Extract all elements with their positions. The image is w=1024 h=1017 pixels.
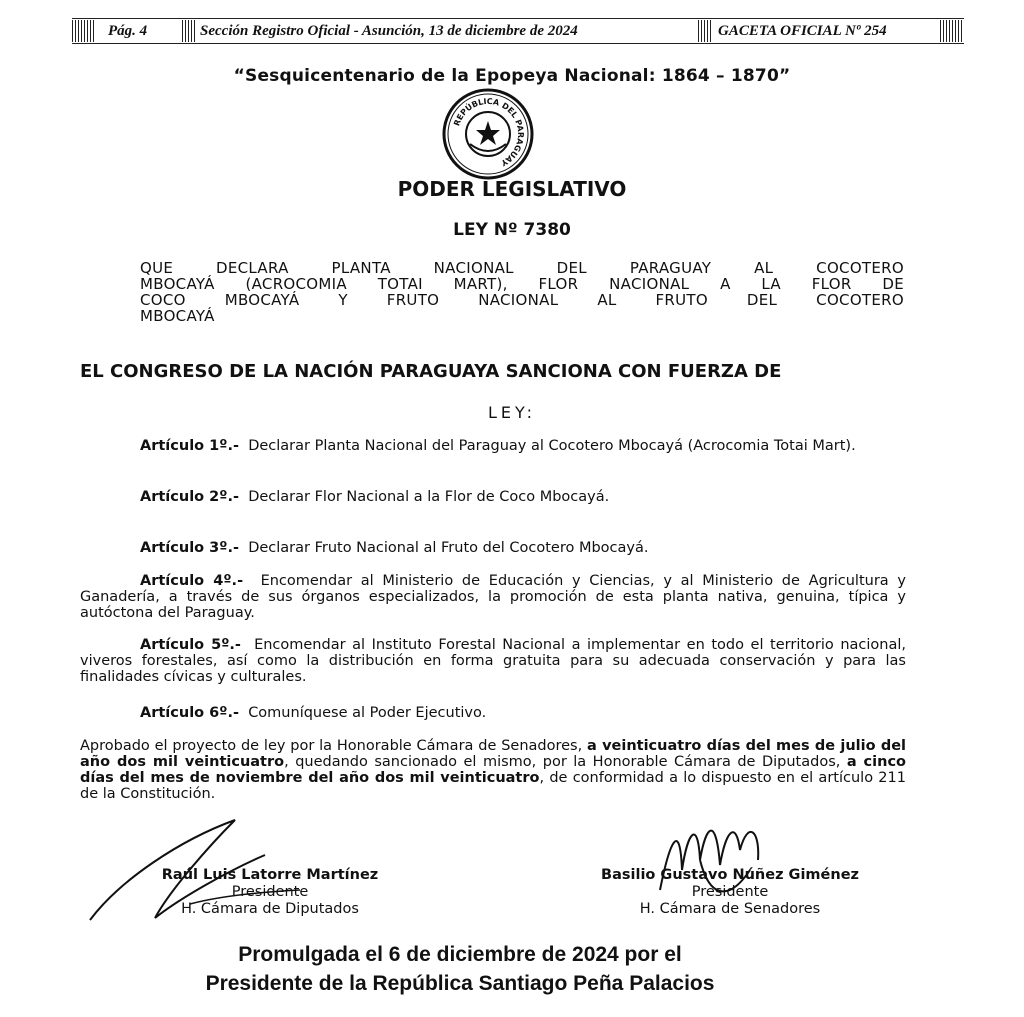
page-number: Pág. 4: [108, 23, 148, 39]
seal-text: REPÚBLICA DEL PARAGUAY: [452, 96, 526, 168]
law-title: [140, 260, 904, 324]
article-text: Declarar Fruto Nacional al Fruto del Cocotero Mbocayá.: [248, 540, 649, 556]
section-date: Sección Registro Oficial - Asunción, 13 de diciembre de 2024: [200, 23, 578, 39]
law-title-line: QUE DECLARA PLANTA NACIONAL DEL PARAGUAY AL COCOTERO: [140, 259, 904, 277]
approval-date-senate: a veinticuatro días del mes de julio del año dos mil veinticuatro: [80, 738, 907, 770]
article-2: [80, 489, 906, 505]
approval-text: Aprobado el proyecto de ley por la Honorable Cámara de Senadores,: [80, 738, 588, 754]
article-label: Artículo 4º.-: [140, 573, 244, 589]
article-text: Encomendar al Ministerio de Educación y Ciencias, y al Ministerio de Agricultura y Ganadería, a través de sus órganos especializados, la promoción de esta planta nativa, genuina, típica y autóctona del Paraguay.: [80, 573, 906, 621]
ley-heading: LEY:: [487, 403, 537, 422]
header-hatch: [182, 20, 196, 42]
header-hatch: [698, 20, 712, 42]
gazette-header-bar: [72, 18, 964, 44]
signatory-deputies: [130, 867, 410, 918]
signatory-chamber: H. Cámara de Diputados: [181, 901, 359, 917]
law-number: LEY Nº 7380: [453, 220, 571, 240]
signatory-role: Presidente: [231, 884, 309, 900]
promulgation-line: Promulgada el 6 de diciembre de 2024 por el: [238, 943, 682, 966]
approval-text: , quedando sancionado el mismo, por la Honorable Cámara de Diputados,: [284, 754, 847, 770]
article-label: Artículo 1º.-: [140, 438, 239, 454]
article-1: [80, 438, 906, 454]
article-label: Artículo 2º.-: [140, 489, 239, 505]
approval-text: , de conformidad a lo dispuesto en el artículo 211 de la Constitución.: [80, 770, 906, 802]
article-text: Declarar Planta Nacional del Paraguay al Cocotero Mbocayá (Acrocomia Totai Mart).: [248, 438, 856, 454]
article-5: [80, 637, 906, 685]
enacting-clause: EL CONGRESO DE LA NACIÓN PARAGUAYA SANCIONA CON FUERZA DE: [80, 361, 782, 382]
article-text: Comuníquese al Poder Ejecutivo.: [248, 705, 487, 721]
article-text: Encomendar al Instituto Forestal Nacional a implementar en todo el territorio nacional, viveros forestales, así como la distribución en forma gratuita para su adecuada conservación y para las finalidades cívicas y culturales.: [80, 637, 907, 685]
gazette-number: GACETA OFICIAL Nº 254: [718, 23, 887, 39]
article-label: Artículo 6º.-: [140, 705, 239, 721]
national-seal-icon: [440, 86, 536, 182]
signatory-name: Basilio Gustavo Núñez Giménez: [601, 867, 859, 883]
law-title-line: COCO MBOCAYÁ Y FRUTO NACIONAL AL FRUTO DEL COCOTERO: [140, 291, 904, 309]
header-hatch-left: [72, 20, 96, 42]
motto-banner: “Sesquicentenario de la Epopeya Nacional: 1864 – 1870”: [233, 66, 791, 86]
approval-paragraph: [80, 738, 906, 802]
branch-title: PODER LEGISLATIVO: [397, 177, 627, 201]
signatory-senate: [570, 867, 890, 918]
law-title-line: MBOCAYÁ: [140, 307, 215, 325]
article-4: [80, 573, 906, 621]
law-title-line: MBOCAYÁ (ACROCOMIA TOTAI MART), FLOR NACIONAL A LA FLOR DE: [140, 275, 904, 293]
article-label: Artículo 5º.-: [140, 637, 241, 653]
article-label: Artículo 3º.-: [140, 540, 239, 556]
promulgation-note: [0, 940, 920, 998]
article-text: Declarar Flor Nacional a la Flor de Coco Mbocayá.: [248, 489, 610, 505]
article-6: [80, 705, 906, 721]
article-3: [80, 540, 906, 556]
approval-date-deputies: a cinco días del mes de noviembre del año dos mil veinticuatro: [80, 754, 906, 786]
signatory-name: Raúl Luis Latorre Martínez: [161, 867, 379, 883]
signatory-role: Presidente: [691, 884, 769, 900]
header-hatch-right: [940, 20, 964, 42]
promulgation-line: Presidente de la República Santiago Peña Palacios: [205, 972, 715, 995]
signatory-chamber: H. Cámara de Senadores: [639, 901, 821, 917]
